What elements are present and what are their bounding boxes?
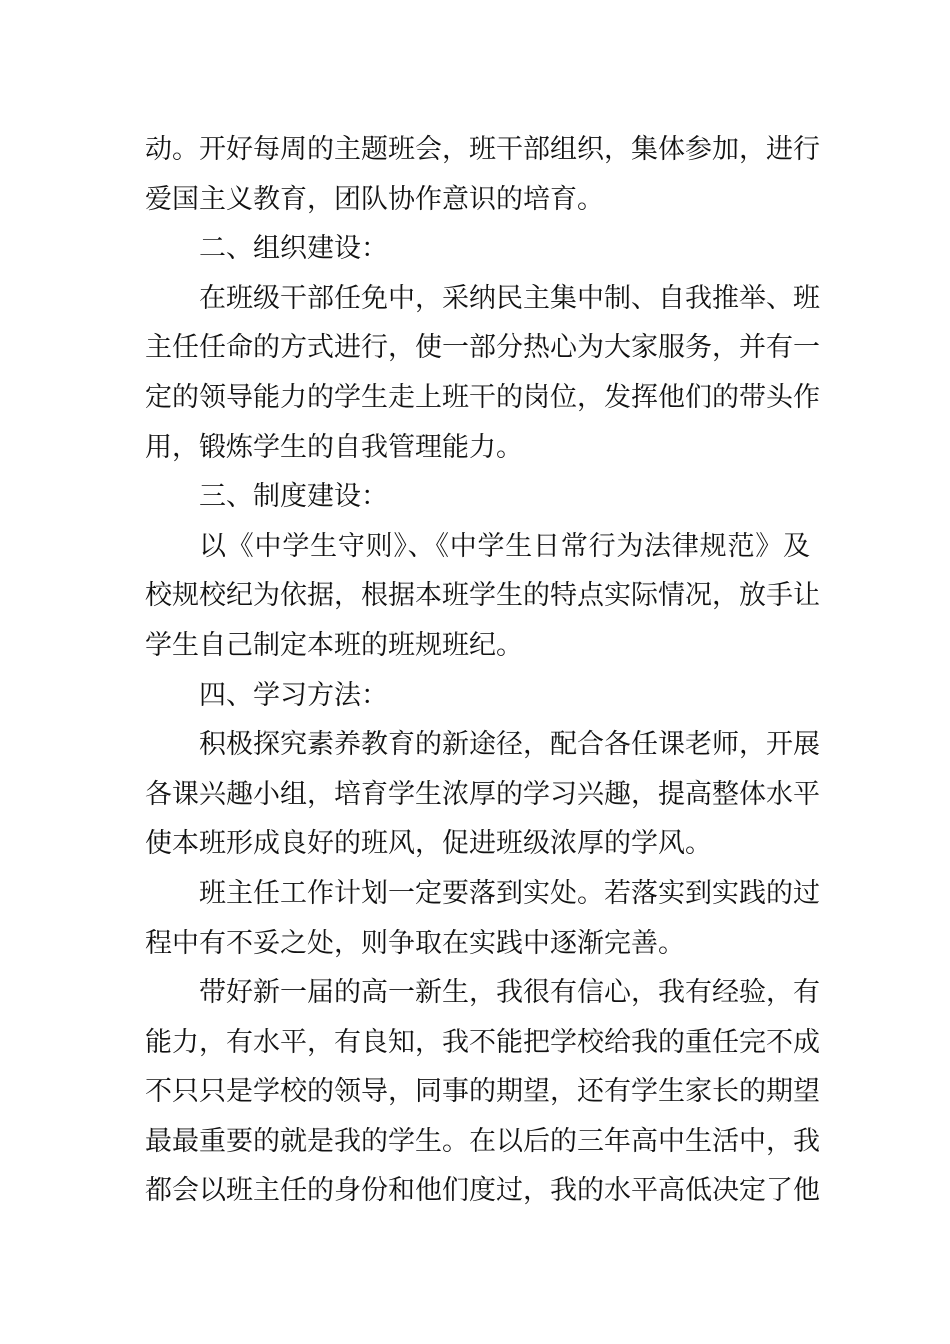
text-line: 用，锻炼学生的自我管理能力。	[145, 431, 523, 463]
text-line: 能力，有水平，有良知，我不能把学校给我的重任完不成	[145, 1026, 820, 1058]
section-heading: 四、学习方法：	[199, 679, 388, 711]
text-line: 动。开好每周的主题班会，班干部组织，集体参加，进行	[145, 134, 820, 165]
text-line: 使本班形成良好的班风，促进班级浓厚的学风。	[145, 828, 712, 860]
text-line: 都会以班主任的身份和他们度过，我的水平高低决定了他	[145, 1175, 820, 1207]
text-line: 班主任工作计划一定要落到实处。若落实到实践的过	[199, 877, 820, 909]
text-line: 学生自己制定本班的班规班纪。	[145, 629, 523, 661]
text-line: 校规校纪为依据，根据本班学生的特点实际情况，放手让	[145, 580, 820, 612]
text-line: 定的领导能力的学生走上班干的岗位，发挥他们的带头作	[145, 381, 820, 413]
section-heading: 三、制度建设：	[199, 481, 388, 513]
text-line: 程中有不妥之处，则争取在实践中逐渐完善。	[145, 927, 685, 959]
text-line: 以《中学生守则》、《中学生日常行为法律规范》及	[199, 530, 810, 562]
text-line: 在班级干部任免中，采纳民主集中制、自我推举、班	[199, 282, 820, 314]
document-page	[145, 125, 820, 1216]
text-line: 各课兴趣小组，培育学生浓厚的学习兴趣，提高整体水平	[145, 778, 820, 810]
section-heading: 二、组织建设：	[199, 233, 388, 265]
text-line: 爱国主义教育，团队协作意识的培育。	[145, 183, 604, 215]
text-line: 积极探究素养教育的新途径，配合各任课老师，开展	[199, 729, 820, 761]
text-line: 主任任命的方式进行，使一部分热心为大家服务，并有一	[145, 332, 820, 364]
text-line: 最最重要的就是我的学生。在以后的三年高中生活中，我	[145, 1125, 820, 1157]
text-line: 带好新一届的高一新生，我很有信心，我有经验，有	[199, 977, 820, 1009]
text-line: 不只只是学校的领导，同事的期望，还有学生家长的期望	[145, 1076, 820, 1108]
